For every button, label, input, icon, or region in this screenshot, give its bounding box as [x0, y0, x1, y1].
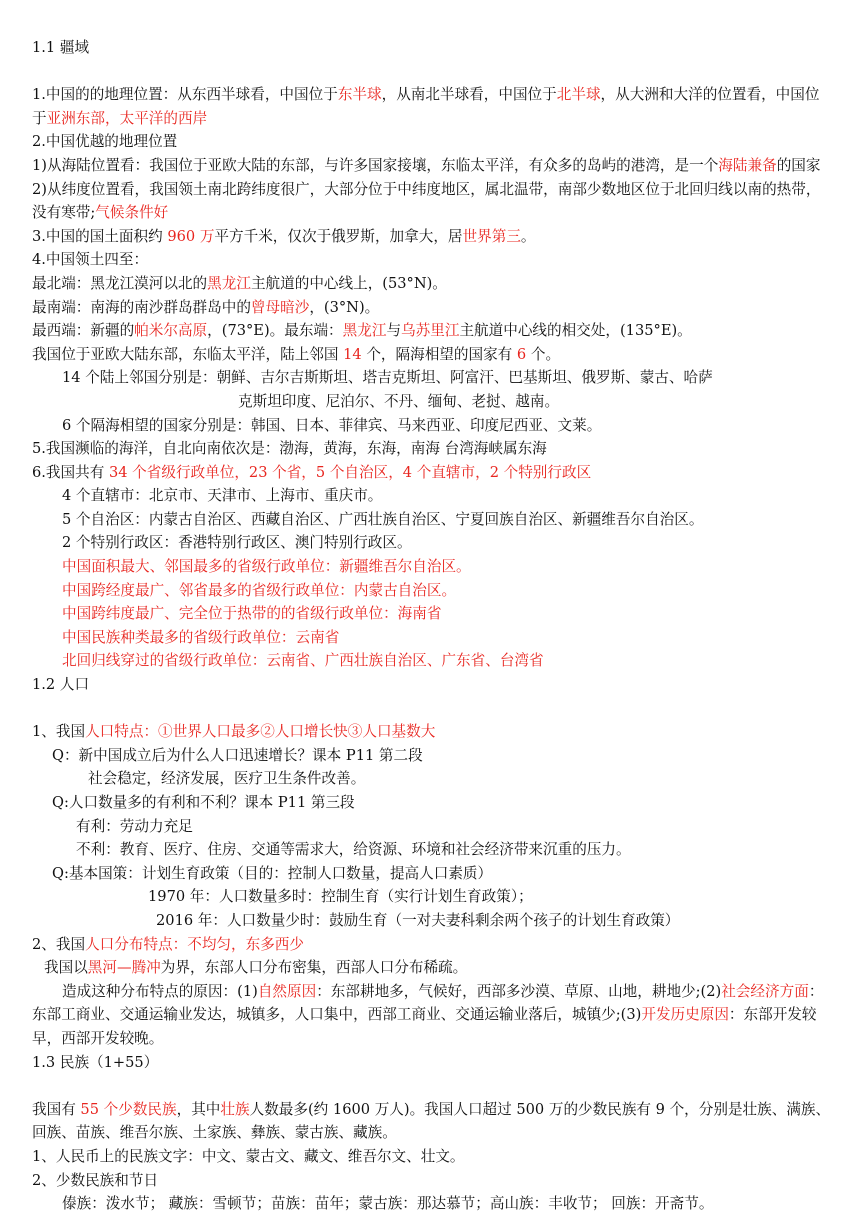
note-widest-latitude: 中国跨纬度最广、完全位于热带的的省级行政单位：海南省 — [62, 605, 442, 623]
highlight: 东半球 — [337, 86, 382, 104]
text: 个。 — [526, 345, 561, 363]
highlight: 黑河—腾冲 — [87, 959, 161, 977]
text: 人数最多(约 1600 万人)。我国人口超过 500 万的少数民族有 9 个，分别是壮族、满族、回族、苗族、维吾尔族、土家族、彝族、蒙古族、藏族。 — [32, 1100, 831, 1142]
question-pros-cons: Q:人口数量多的有利和不利？课本 P11 第三段 — [52, 794, 355, 811]
text: 为界，东部人口分布密集，西部人口分布稀疏。 — [160, 959, 468, 977]
highlight: 960 万 — [167, 227, 215, 245]
highlight: 帕米尔高原 — [134, 322, 208, 340]
paragraph-sea-land-position — [32, 154, 832, 178]
paragraph-heihe-tengchong — [32, 956, 832, 980]
answer-policy-2016: 2016 年：人口数量少时：鼓励生育（一对夫妻科剩余两个孩子的计划生育政策） — [156, 911, 680, 929]
question-growth: Q：新中国成立后为什么人口迅速增长？课本 P11 第二段 — [52, 746, 423, 764]
paragraph-land-neighbors-continued: 克斯坦印度、尼泊尔、不丹、缅甸、老挝、越南。 — [238, 392, 560, 410]
paragraph-geographic-location — [32, 83, 832, 130]
text: ：东部工商业、交通运输业发达，城镇多，人口集中，西部工商业、交通运输业落后，城镇少;(3) — [32, 982, 824, 1024]
paragraph-north-end — [32, 272, 832, 296]
text: 与 — [386, 322, 402, 340]
section-heading-ethnic-groups: 1.3 民族（1+55） — [32, 1053, 159, 1071]
text: ，(3°N)。 — [309, 298, 380, 316]
paragraph-west-east-end — [32, 319, 832, 343]
text: 3.中国的国土面积约 — [32, 227, 168, 245]
paragraph-population-features — [32, 720, 832, 744]
answer-pros: 有利：劳动力充足 — [76, 817, 193, 835]
note-most-ethnic-groups: 中国民族种类最多的省级行政单位：云南省 — [62, 628, 340, 646]
paragraph-neighbors — [32, 343, 832, 367]
note-widest-longitude: 中国跨经度最广、邻省最多的省级行政单位：内蒙古自治区。 — [62, 581, 457, 599]
paragraph-festivals-title: 2、少数民族和节日 — [32, 1171, 159, 1189]
text: 我国以 — [44, 959, 88, 977]
paragraph-sea-neighbors: 6 个隔海相望的国家分别是：韩国、日本、菲律宾、马来西亚、印度尼西亚、文莱。 — [62, 416, 602, 434]
text: 1)从海陆位置看：我国位于亚欧大陆的东部，与许多国家接壤，东临太平洋，有众多的岛屿的港湾，是一个 — [32, 156, 719, 174]
text: 最西端：新疆的 — [32, 322, 135, 340]
paragraph-municipalities: 4 个直辖市：北京市、天津市、上海市、重庆市。 — [62, 487, 383, 505]
highlight: 太平洋的西岸 — [119, 109, 208, 127]
section-heading-territory: 1.1 疆域 — [32, 39, 90, 56]
note-largest-area: 中国面积最大、邻国最多的省级行政单位：新疆维吾尔自治区。 — [62, 558, 471, 576]
answer-policy-1970: 1970 年：人口数量多时：控制生育（实行计划生育政策）； — [148, 888, 533, 906]
paragraph-minorities — [32, 1098, 832, 1145]
text: 2)从纬度位置看，我国领土南北跨纬度很广，大部分位于中纬度地区，属北温带，南部少数地区位于北回归线以南的热带，没有寒带; — [32, 180, 821, 222]
note-tropic-of-cancer: 北回归线穿过的省级行政单位：云南省、广西壮族自治区、广东省、台湾省 — [62, 652, 544, 670]
text: 主航道的中心线上，(53°N)。 — [250, 274, 447, 292]
answer-cons: 不利：教育、医疗、住房、交通等需求大，给资源、环境和社会经济带来沉重的压力。 — [76, 841, 631, 859]
highlight: 曾母暗沙 — [250, 298, 310, 316]
highlight: 开发历史原因 — [641, 1006, 729, 1024]
text: ：东部开发较早，西部开发较晚。 — [32, 1006, 817, 1047]
paragraph-extremities-title: 4.中国领土四至： — [32, 251, 149, 269]
highlight: 34 个省级行政单位，23 个省，5 个自治区，4 个直辖市，2 个特别行政区 — [108, 463, 592, 481]
highlight: 乌苏里江 — [401, 322, 460, 340]
text: 主航道中心线的相交处，(135°E)。 — [459, 322, 692, 340]
paragraph-distribution-reasons — [32, 980, 832, 1051]
highlight: 壮族 — [220, 1100, 250, 1118]
blank-line — [32, 697, 832, 721]
paragraph-autonomous-regions: 5 个自治区：内蒙古自治区、西藏自治区、广西壮族自治区、宁夏回族自治区、新疆维吾尔自治区。 — [62, 510, 704, 528]
highlight: 6 — [516, 345, 527, 363]
text: ，从南北半球看，中国位于 — [381, 86, 557, 104]
section-heading-population: 1.2 人口 — [32, 676, 90, 694]
highlight: 14 — [343, 345, 362, 363]
question-policy: Q:基本国策：计划生育政策（目的：控制人口数量，提高人口素质） — [52, 864, 493, 882]
paragraph-currency-scripts: 1、人民币上的民族文字：中文、蒙古文、藏文、维吾尔文、壮文。 — [32, 1147, 465, 1165]
paragraph-distribution-features — [32, 933, 832, 957]
text: 的国家 — [776, 156, 821, 174]
paragraph-land-neighbors: 14 个陆上邻国分别是：朝鲜、吉尔吉斯斯坦、塔吉克斯坦、阿富汗、巴基斯坦、俄罗斯、蒙古、哈萨 — [62, 369, 713, 387]
paragraph-latitude-position — [32, 178, 832, 225]
paragraph-south-end — [32, 296, 832, 320]
highlight: 黑龙江 — [207, 274, 251, 292]
text: 最南端：南海的南沙群岛群岛中的 — [32, 298, 251, 316]
text: 1.中国的的地理位置：从东西半球看，中国位于 — [32, 86, 338, 104]
highlight: 北半球 — [556, 86, 601, 104]
text: 平方千米，仅次于俄罗斯，加拿大，居 — [214, 227, 463, 245]
blank-line — [32, 1074, 832, 1098]
highlight: 自然原因 — [257, 982, 317, 1000]
highlight: 人口分布特点：不均匀，东多西少 — [85, 935, 304, 953]
text: 6.我国共有 — [32, 463, 109, 481]
text: 。 — [520, 227, 536, 245]
text: 我国有 — [32, 1100, 81, 1118]
paragraph-admin-units — [32, 461, 832, 485]
highlight: 人口特点：①世界人口最多②人口增长快③人口基数大 — [85, 723, 436, 741]
paragraph-seas: 5.我国濒临的海洋，自北向南依次是：渤海，黄海，东海，南海 台湾海峡属东海 — [32, 440, 547, 458]
answer-growth: 社会稳定，经济发展，医疗卫生条件改善。 — [88, 770, 366, 788]
highlight: 亚洲东部 — [46, 109, 105, 127]
paragraph-area — [32, 225, 832, 249]
highlight: 社会经济方面 — [721, 982, 809, 1000]
highlight: 黑龙江 — [342, 322, 387, 340]
highlight: 气候条件好 — [95, 204, 169, 222]
blank-line — [32, 60, 832, 84]
text: 最北端：黑龙江漠河以北的 — [32, 274, 208, 292]
paragraph-special-regions: 2 个特别行政区：香港特别行政区、澳门特别行政区。 — [62, 534, 412, 552]
paragraph-festivals: 傣族：泼水节； 藏族：雪顿节；苗族：苗年；蒙古族：那达慕节；高山族：丰收节； 回族：开斋节。 — [62, 1195, 714, 1213]
text: 我国位于亚欧大陆东部，东临太平洋，陆上邻国 — [32, 345, 344, 363]
text: ，(73°E)。最东端： — [207, 322, 343, 340]
text: ：东部耕地多，气候好，西部多沙漠、草原、山地，耕地少;(2) — [316, 982, 722, 1000]
highlight: 世界第三 — [462, 227, 521, 245]
text: ，其中 — [176, 1100, 221, 1118]
highlight: 55 个少数民族 — [80, 1100, 177, 1118]
text: ，从大洲和大洋的位置看，中国位于 — [32, 86, 820, 127]
highlight: 海陆兼备 — [718, 156, 777, 174]
paragraph-advantage-title: 2.中国优越的地理位置 — [32, 133, 178, 151]
text: 1、我国 — [32, 723, 86, 741]
highlight: ， — [105, 109, 120, 127]
text: 个，隔海相望的国家有 — [361, 345, 517, 363]
text: 2、我国 — [32, 935, 86, 953]
text: 造成这种分布特点的原因：(1) — [62, 982, 258, 1000]
